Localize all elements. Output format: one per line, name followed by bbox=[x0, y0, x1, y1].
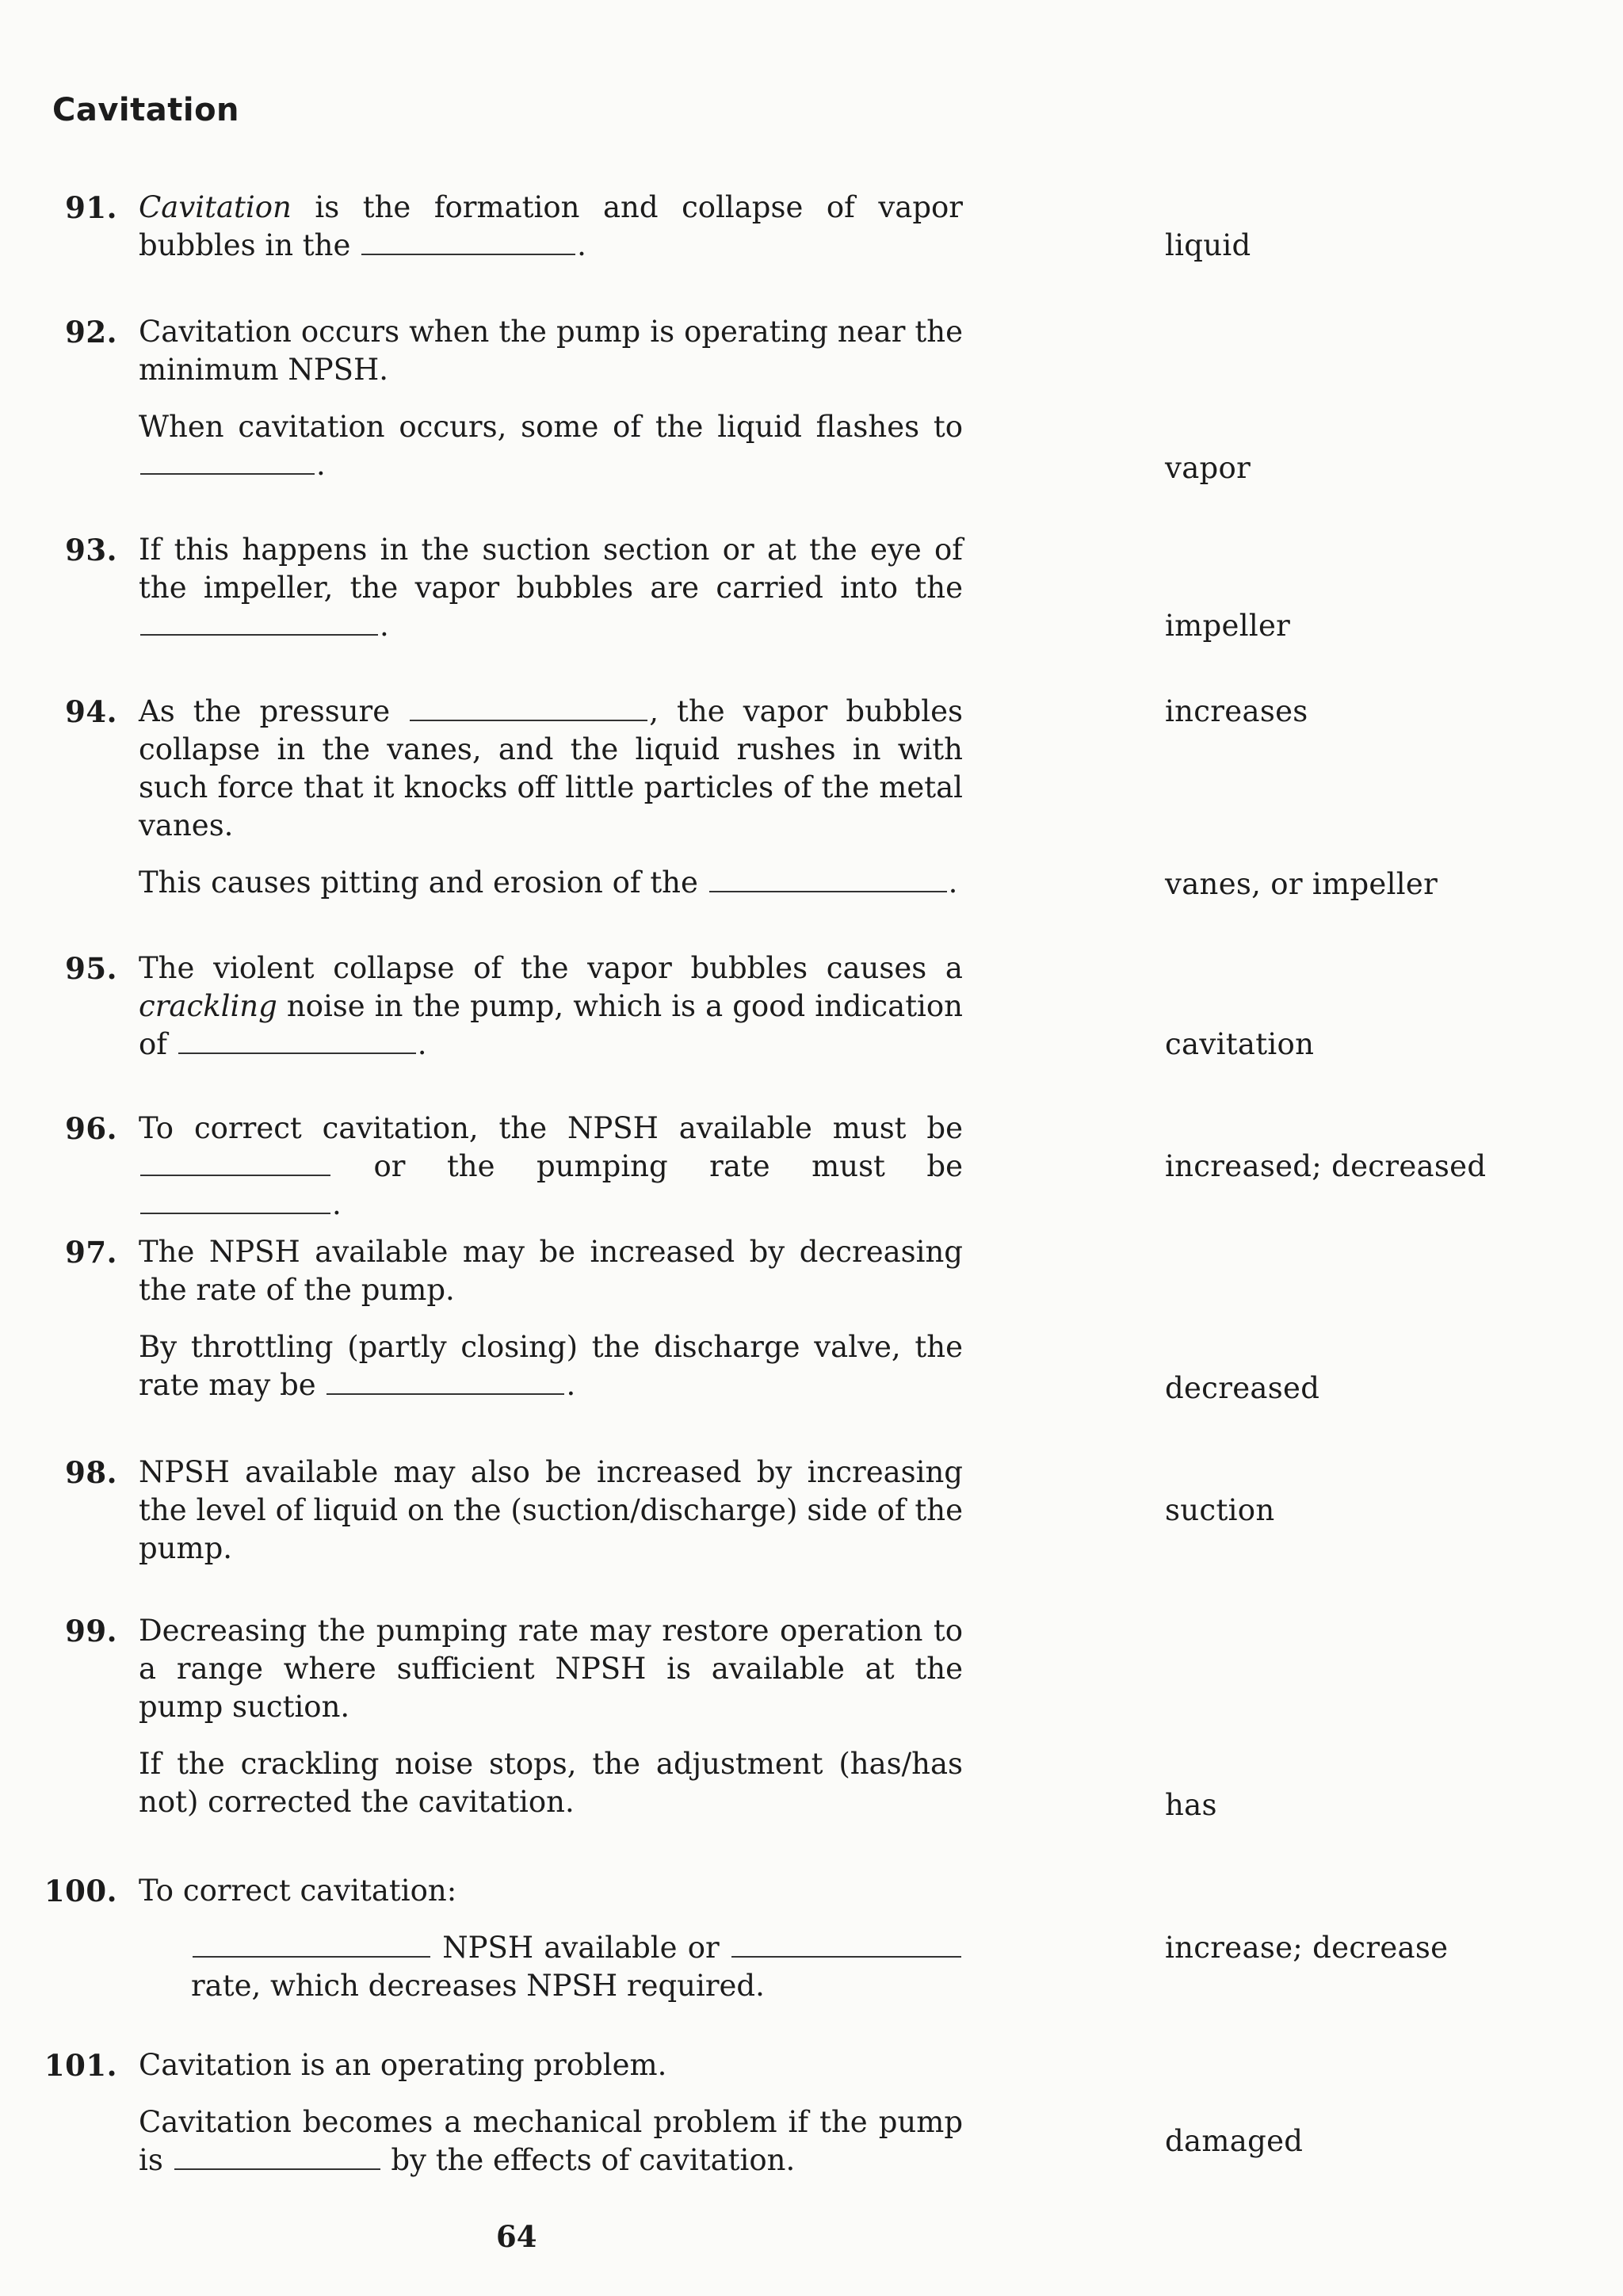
frame-text bbox=[139, 1110, 963, 1224]
text-run: . bbox=[417, 1027, 427, 1061]
frame-paragraph bbox=[139, 2046, 963, 2084]
emphasized-term: crackling bbox=[139, 989, 277, 1023]
frame-number: 94. bbox=[65, 694, 117, 729]
frame-answer-2: vanes, or impeller bbox=[1165, 867, 1438, 901]
frame-paragraph bbox=[139, 1745, 963, 1821]
fill-in-blank bbox=[178, 1026, 416, 1054]
frame-number: 101. bbox=[44, 2048, 117, 2083]
frame-text bbox=[139, 693, 963, 902]
text-run: NPSH available or bbox=[432, 1931, 730, 1965]
frame-paragraph bbox=[139, 408, 963, 484]
frame-number: 99. bbox=[65, 1614, 117, 1648]
text-run: When cavitation occurs, some of the liquid flashes to bbox=[139, 410, 963, 444]
text-run: . bbox=[332, 1187, 342, 1221]
frame-answer: suction bbox=[1165, 1493, 1275, 1527]
frame-answer: vapor bbox=[1165, 451, 1251, 485]
emphasized-term: Cavitation bbox=[139, 190, 292, 224]
text-run: To correct cavitation: bbox=[139, 1874, 457, 1908]
fill-in-blank bbox=[193, 1929, 430, 1958]
text-run: Cavitation is an operating problem. bbox=[139, 2048, 667, 2082]
text-run: is the formation and collapse of vapor bubbles in the bbox=[139, 190, 963, 262]
text-run: . bbox=[577, 228, 586, 262]
text-run: NPSH available may also be increased by increasing the level of liquid on the (suction/discharge) side of the pump. bbox=[139, 1455, 963, 1565]
frame-text bbox=[139, 1872, 963, 2005]
fill-in-blank bbox=[140, 1148, 330, 1176]
text-run: By throttling (partly closing) the discharge valve, the rate may be bbox=[139, 1330, 963, 1402]
frame-paragraph bbox=[139, 1929, 963, 2005]
text-run: . bbox=[316, 448, 326, 482]
frame-paragraph bbox=[139, 1328, 963, 1404]
frame-paragraph bbox=[139, 949, 963, 1064]
frame-number: 93. bbox=[65, 533, 117, 567]
text-run: . bbox=[380, 609, 389, 643]
text-run: If the crackling noise stops, the adjustment (has/has not) corrected the cavitation. bbox=[139, 1747, 963, 1819]
text-run: This causes pitting and erosion of the bbox=[139, 865, 708, 900]
text-run: by the effects of cavitation. bbox=[381, 2143, 796, 2177]
fill-in-blank bbox=[410, 693, 647, 721]
frame-answer: increases bbox=[1165, 694, 1308, 728]
frame-number: 98. bbox=[65, 1455, 117, 1490]
frame-paragraph bbox=[139, 1110, 963, 1224]
frame-answer: increase; decrease bbox=[1165, 1931, 1449, 1965]
fill-in-blank bbox=[140, 446, 315, 475]
frame-number: 96. bbox=[65, 1111, 117, 1146]
section-title: Cavitation bbox=[52, 92, 240, 128]
frame-paragraph bbox=[139, 2103, 963, 2179]
frame-paragraph bbox=[139, 864, 963, 902]
frame-text bbox=[139, 189, 963, 265]
fill-in-blank bbox=[140, 1186, 330, 1214]
frame-paragraph bbox=[139, 1454, 963, 1568]
frame-text bbox=[139, 1233, 963, 1404]
frame-answer: cavitation bbox=[1165, 1027, 1315, 1061]
text-run: Decreasing the pumping rate may restore operation to a range where sufficient NPSH is available at the pump suction. bbox=[139, 1614, 963, 1724]
frame-paragraph bbox=[139, 1612, 963, 1726]
frame-paragraph bbox=[139, 531, 963, 645]
frame-text bbox=[139, 949, 963, 1064]
frame-answer: has bbox=[1165, 1788, 1217, 1822]
frame-number: 92. bbox=[65, 315, 117, 350]
frame-paragraph bbox=[139, 1872, 963, 1910]
text-run: To correct cavitation, the NPSH available must be bbox=[139, 1111, 963, 1145]
fill-in-blank bbox=[174, 2141, 380, 2170]
frame-number: 97. bbox=[65, 1235, 117, 1270]
frame-text bbox=[139, 313, 963, 484]
frame-answer: damaged bbox=[1165, 2124, 1304, 2158]
page-number: 64 bbox=[496, 2219, 537, 2254]
frame-text bbox=[139, 1454, 963, 1568]
frame-number: 91. bbox=[65, 190, 117, 225]
text-run: . bbox=[566, 1368, 576, 1402]
text-run: Cavitation occurs when the pump is operating near the minimum NPSH. bbox=[139, 315, 963, 387]
text-run: Cavitation becomes a mechanical problem if the pump is bbox=[139, 2105, 963, 2177]
frame-paragraph bbox=[139, 313, 963, 389]
frame-paragraph bbox=[139, 189, 963, 265]
fill-in-blank bbox=[327, 1366, 564, 1395]
text-run: As the pressure bbox=[139, 694, 409, 728]
frame-text bbox=[139, 1612, 963, 1821]
frame-answer: increased; decreased bbox=[1165, 1149, 1487, 1183]
text-run: The NPSH available may be increased by decreasing the rate of the pump. bbox=[139, 1235, 963, 1307]
frame-text bbox=[139, 531, 963, 645]
frame-answer: liquid bbox=[1165, 228, 1251, 262]
text-run: . bbox=[948, 865, 958, 900]
text-run: The violent collapse of the vapor bubbles causes a bbox=[139, 951, 963, 985]
frame-paragraph bbox=[139, 693, 963, 845]
text-run: , the vapor bubbles collapse in the vanes, and the liquid rushes in with such force that it knocks off little particles of the metal vanes. bbox=[139, 694, 964, 842]
frame-answer: decreased bbox=[1165, 1371, 1320, 1405]
frame-paragraph bbox=[139, 1233, 963, 1309]
text-run: If this happens in the suction section or at the eye of the impeller, the vapor bubbles are carried into the bbox=[139, 533, 963, 605]
frame-answer: impeller bbox=[1165, 609, 1291, 643]
text-run: rate, which decreases NPSH required. bbox=[191, 1969, 765, 2003]
fill-in-blank bbox=[361, 227, 575, 255]
text-run: or the pumping rate must be bbox=[332, 1149, 963, 1183]
frame-text bbox=[139, 2046, 963, 2179]
text-run: noise in the pump, which is a good indication of bbox=[139, 989, 963, 1061]
frame-number: 95. bbox=[65, 951, 117, 986]
fill-in-blank bbox=[731, 1929, 961, 1958]
fill-in-blank bbox=[709, 864, 947, 892]
frame-number: 100. bbox=[44, 1874, 117, 1908]
fill-in-blank bbox=[140, 607, 378, 636]
